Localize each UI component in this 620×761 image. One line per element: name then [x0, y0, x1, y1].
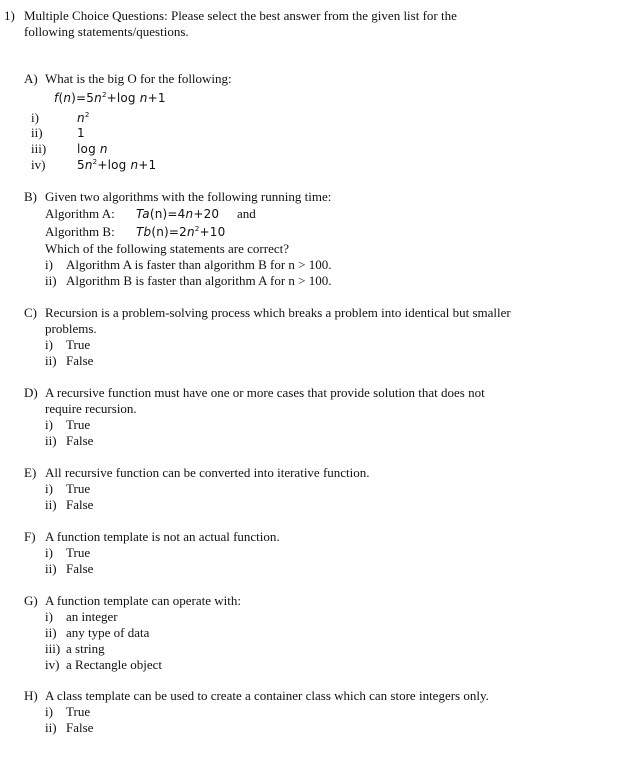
algorithm-a-formula: Ta(n)=4n+20 [136, 207, 220, 221]
option-number: ii) [45, 273, 57, 288]
option-number: ii) [31, 125, 43, 140]
question-label: F) [24, 529, 36, 544]
question-label: H) [24, 688, 38, 703]
option-text: Algorithm B is faster than algorithm A for n > 100. [66, 273, 332, 288]
option-text: any type of data [66, 625, 150, 640]
option-number: i) [45, 609, 53, 624]
option-number: i) [45, 337, 53, 352]
option-number: i) [45, 545, 53, 560]
option-text: a string [66, 641, 105, 656]
option-answer: $5n^2+\log$ n+1 [77, 158, 157, 172]
option-number: ii) [45, 720, 57, 735]
question-label: A) [24, 71, 38, 86]
option-answer: 1 [77, 126, 85, 140]
question-text: A class template can be used to create a container class which can store integers only. [45, 688, 489, 703]
question-label: C) [24, 305, 37, 320]
option-number: i) [45, 257, 53, 272]
question-text: problems. [45, 321, 97, 336]
option-text: True [66, 417, 91, 432]
option-number: iv) [31, 157, 46, 172]
option-text: an integer [66, 609, 118, 624]
algorithm-b-name: Algorithm B: [45, 224, 115, 239]
question-text: All recursive function can be converted into iterative function. [45, 465, 370, 480]
question-text: Which of the following statements are correct? [45, 241, 290, 256]
question-prompt: Given two algorithms with the following running time: [45, 189, 332, 204]
option-text: a Rectangle object [66, 657, 163, 672]
question-text: Recursion is a problem-solving process which breaks a problem into identical but smaller [45, 305, 511, 320]
option-text: False [66, 561, 94, 576]
option-number: iv) [45, 657, 60, 672]
and-word: and [237, 206, 256, 221]
instructions-line-1: Multiple Choice Questions: Please select the best answer from the given list for the [24, 8, 457, 23]
question-label: E) [24, 465, 37, 480]
option-text: False [66, 720, 94, 735]
option-text: True [66, 481, 91, 496]
option-number: i) [45, 481, 53, 496]
option-number: ii) [45, 353, 57, 368]
option-number: i) [45, 417, 53, 432]
option-text: True [66, 337, 91, 352]
algorithm-a-name: Algorithm A: [45, 206, 115, 221]
question-number: 1) [4, 8, 15, 23]
option-number: iii) [31, 141, 47, 156]
option-number: ii) [45, 625, 57, 640]
option-text: False [66, 497, 94, 512]
option-text: True [66, 545, 91, 560]
big-o-formula: $f(n)=5n^2+\log$ n+1 [54, 91, 166, 105]
option-number: ii) [45, 497, 57, 512]
option-text: Algorithm A is faster than algorithm B for n > 100. [66, 257, 332, 272]
option-number: ii) [45, 561, 57, 576]
option-text: True [66, 704, 91, 719]
option-number: i) [31, 110, 39, 125]
option-number: i) [45, 704, 53, 719]
question-label: B) [24, 189, 37, 204]
option-number: ii) [45, 433, 57, 448]
algorithm-b-formula: $Tb(n)=2n^2+10$ [136, 225, 226, 239]
question-label: D) [24, 385, 38, 400]
question-text: A function template is not an actual function. [45, 529, 280, 544]
question-text: require recursion. [45, 401, 137, 416]
question-label: G) [24, 593, 38, 608]
option-answer: $n^2$ [77, 111, 90, 125]
option-text: False [66, 433, 94, 448]
option-text: False [66, 353, 94, 368]
question-text: A function template can operate with: [45, 593, 242, 608]
question-prompt: What is the big O for the following: [45, 71, 232, 86]
option-answer: log n [77, 142, 108, 156]
instructions-line-2: following statements/questions. [24, 24, 189, 39]
option-number: iii) [45, 641, 61, 656]
question-text: A recursive function must have one or more cases that provide solution that does not [45, 385, 485, 400]
